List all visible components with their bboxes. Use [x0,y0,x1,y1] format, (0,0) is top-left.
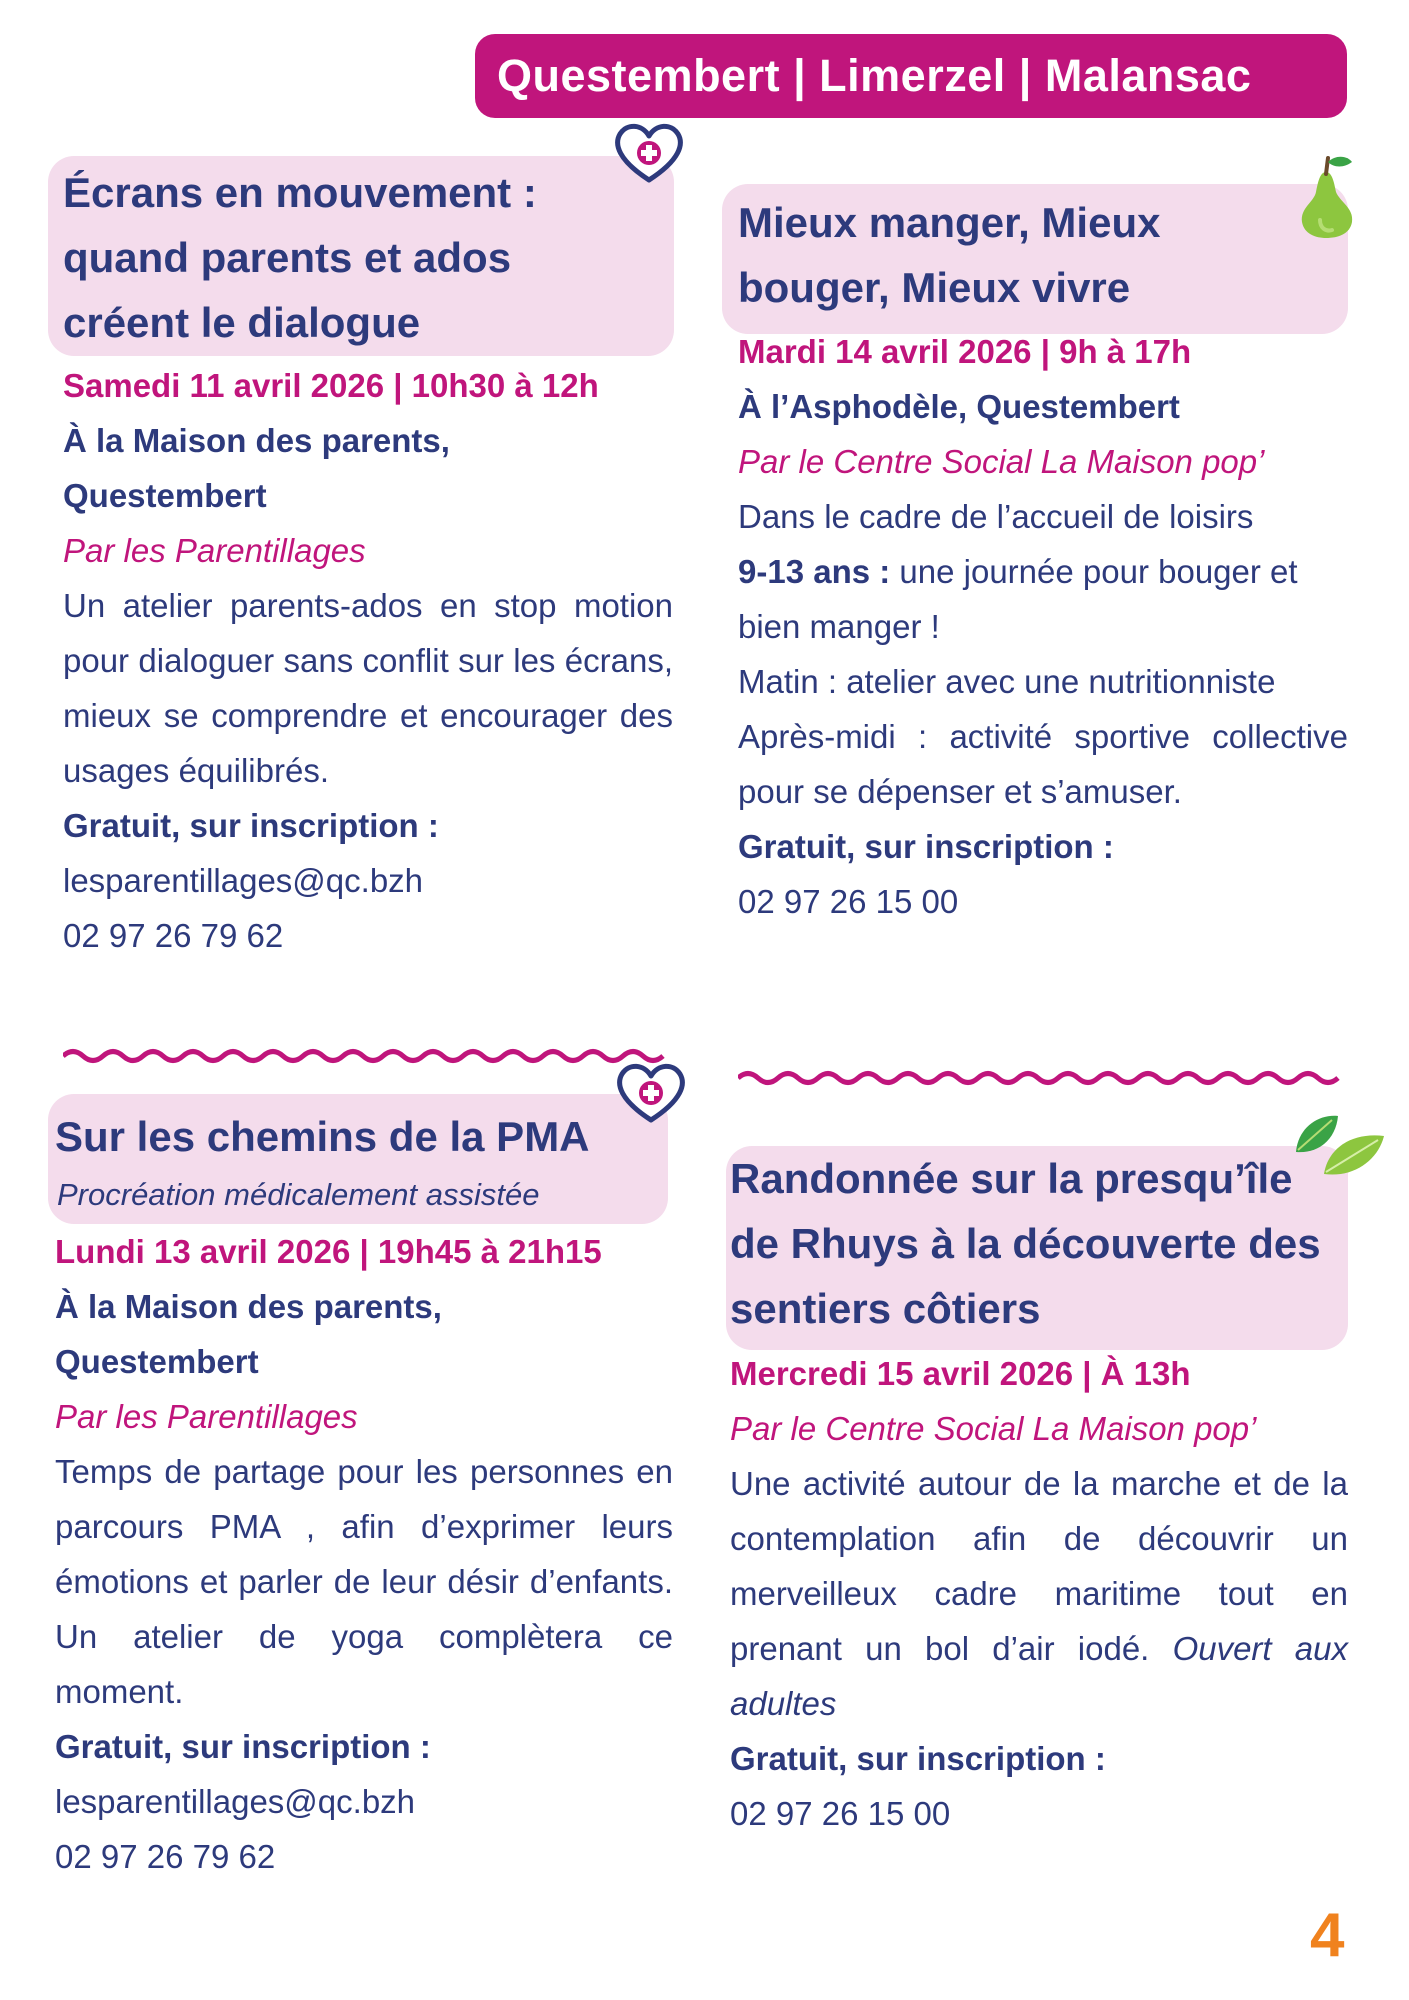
event-description-text: Une activité autour de la marche et de la contemplation afin de découvrir un merveilleux cadre maritime tout en prenant un bol d’air iodé. [730,1465,1348,1667]
event-description [730,1456,1348,1731]
event-age [738,544,1348,654]
event-phone[interactable]: 02 97 26 15 00 [738,883,959,920]
event-details [730,1346,1348,1841]
event-details [55,1224,673,1884]
event-description: Temps de partage pour les personnes en parcours PMA , afin d’exprimer leurs émotions et parler de leur désir d’enfants. Un atelier de yoga complètera ce moment. [55,1453,673,1710]
event-place: À la Maison des parents, [55,1288,442,1325]
event-organizer: Par le Centre Social La Maison pop’ [738,443,1265,480]
event-organizer: Par le Centre Social La Maison pop’ [730,1410,1257,1447]
event-place: Questembert [55,1343,259,1380]
event-phone[interactable]: 02 97 26 79 62 [63,917,284,954]
title-line: de Rhuys à la découverte des [730,1220,1321,1267]
location-banner: Questembert | Limerzel | Malansac [475,34,1347,118]
event-date: Lundi 13 avril 2026 | 19h45 à 21h15 [55,1233,602,1270]
event-date: Mardi 14 avril 2026 | 9h à 17h [738,333,1192,370]
event-details [738,324,1348,929]
event-place: À la Maison des parents, [63,422,450,459]
event-email[interactable]: lesparentillages@qc.bzh [63,862,424,899]
pear-icon [1290,150,1362,240]
event-title: Sur les chemins de la PMA [55,1113,590,1160]
event-afternoon: Après-midi : activité sportive collective pour se dépenser et s’amuser. [738,718,1348,810]
event-audience: Ouvert aux adultes [730,1630,1348,1722]
event-age-text: une journée pour bouger et bien manger ! [738,553,1298,645]
title-line: quand parents et ados [63,234,512,281]
event-morning: Matin : atelier avec une nutritionniste [738,663,1276,700]
event-registration: Gratuit, sur inscription : [730,1740,1106,1777]
page-number: 4 [1310,1901,1345,1970]
wave-divider [63,1046,665,1066]
title-line: Écrans en mouvement : [63,169,537,216]
title-line: Randonnée sur la presqu’île [730,1155,1293,1202]
title-line: créent le dialogue [63,299,421,346]
event-title [738,190,1298,320]
event-registration: Gratuit, sur inscription : [63,807,439,844]
heart-plus-icon [610,120,688,186]
event-email[interactable]: lesparentillages@qc.bzh [55,1783,416,1820]
event-date: Mercredi 15 avril 2026 | À 13h [730,1355,1191,1392]
event-date: Samedi 11 avril 2026 | 10h30 à 12h [63,367,599,404]
event-organizer: Par les Parentillages [63,532,366,569]
title-line: Mieux manger, Mieux [738,199,1161,246]
event-age-label: 9-13 ans : [738,553,891,590]
leaves-icon [1290,1108,1390,1182]
event-title [730,1146,1350,1341]
heart-plus-icon [612,1060,690,1126]
event-organizer: Par les Parentillages [55,1398,358,1435]
title-line: sentiers côtiers [730,1285,1041,1332]
event-subtitle: Procréation médicalement assistée [57,1177,540,1212]
event-description: Un atelier parents-ados en stop motion pour dialoguer sans conflit sur les écrans, mieux se comprendre et encourager des usages équilibrés. [63,587,673,789]
event-phone[interactable]: 02 97 26 15 00 [730,1795,951,1832]
event-place: À l’Asphodèle, Questembert [738,388,1180,425]
event-description: Dans le cadre de l’accueil de loisirs [738,498,1254,535]
event-phone[interactable]: 02 97 26 79 62 [55,1838,276,1875]
event-details [63,358,673,963]
event-title [63,160,663,355]
event-registration: Gratuit, sur inscription : [55,1728,431,1765]
event-registration: Gratuit, sur inscription : [738,828,1114,865]
wave-divider [738,1068,1340,1088]
event-place: Questembert [63,477,267,514]
title-line: bouger, Mieux vivre [738,264,1131,311]
